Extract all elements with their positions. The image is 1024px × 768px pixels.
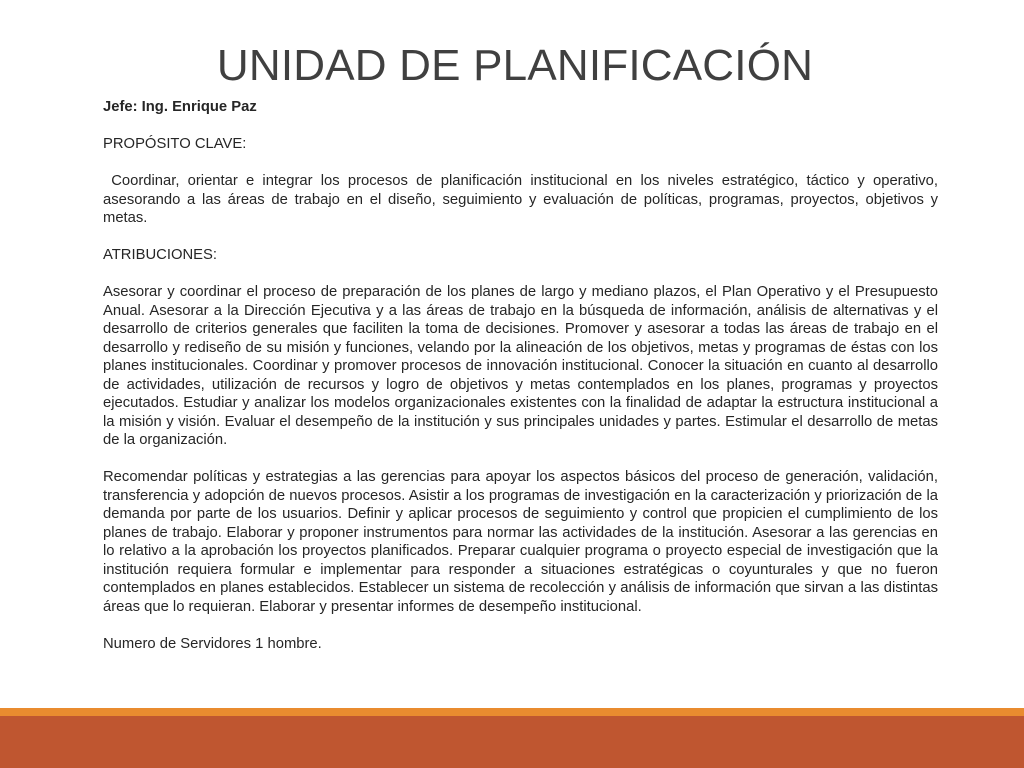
footer-accent-bar [0, 708, 1024, 716]
slide-body [103, 98, 943, 653]
purpose-heading: PROPÓSITO CLAVE: [103, 136, 247, 152]
boss-line: Jefe: Ing. Enrique Paz [103, 99, 257, 115]
spacer [103, 616, 938, 635]
slide-title: UNIDAD DE PLANIFICACIÓN [216, 41, 814, 90]
purpose-text: Coordinar, orientar e integrar los procesos de planificación institucional en los niveles estratégico, táctico y operativo, asesorando a las áreas de trabajo en el diseño, seguimiento y evaluación de políticas, programas, proyectos, objetivos y metas. [103, 173, 943, 226]
spacer [103, 228, 938, 247]
attributions-paragraph-1: Asesorar y coordinar el proceso de preparación de los planes de largo y mediano plazos, el Plan Operativo y el Presupuesto Anual. Asesorar a la Dirección Ejecutiva y a las áreas de trabajo en la búsqueda de información, análisis de alternativas y el desarrollo de criterios generales que faciliten la toma de decisiones. Promover y asesorar a todas las áreas de trabajo en el desarrollo y rediseño de su misión y funciones, velando por la alineación de los objetivos, metas y programas de éstas con los planes institucionales. Coordinar y promover procesos de innovación institucional. Conocer la situación en cuanto al desarrollo de actividades, utilización de recursos y logro de objetivos y metas contemplados en los planes, programas y proyectos ejecutados. Estudiar y analizar los modelos organizacionales existentes con la finalidad de adaptar la estructura institucional a la misión y visión. Evaluar el desempeño de la institución y sus principales unidades y partes. Estimular el desarrollo de metas de la organización. [103, 284, 938, 448]
servers-line: Numero de Servidores 1 hombre. [103, 635, 322, 652]
spacer [103, 450, 938, 469]
spacer [103, 117, 938, 136]
footer-band [0, 716, 1024, 768]
attributions-heading: ATRIBUCIONES: [103, 247, 218, 263]
spacer [103, 154, 938, 173]
spacer [103, 265, 938, 284]
attributions-paragraph-2: Recomendar políticas y estrategias a las gerencias para apoyar los aspectos básicos del proceso de generación, validación, transferencia y adopción de nuevos procesos. Asistir a los programas de investigación en la caracterización y priorización de la demanda por parte de los usuarios. Definir y aplicar procesos de seguimiento y control que propicien el cumplimiento de los planes de trabajo. Elaborar y proponer instrumentos para normar las actividades de la institución. Asesorar a las gerencias en lo relativo a la aprobación los proyectos planificados. Preparar cualquier programa o proyecto especial de investigación que la institución requiera formular e implementar para responder a situaciones estratégicas o coyunturales y que no fueron contemplados en planes establecidos. Establecer un sistema de recolección y análisis de información que sirvan a las distintas áreas que lo requieran. Elaborar y presentar informes de desempeño institucional. [103, 469, 938, 615]
